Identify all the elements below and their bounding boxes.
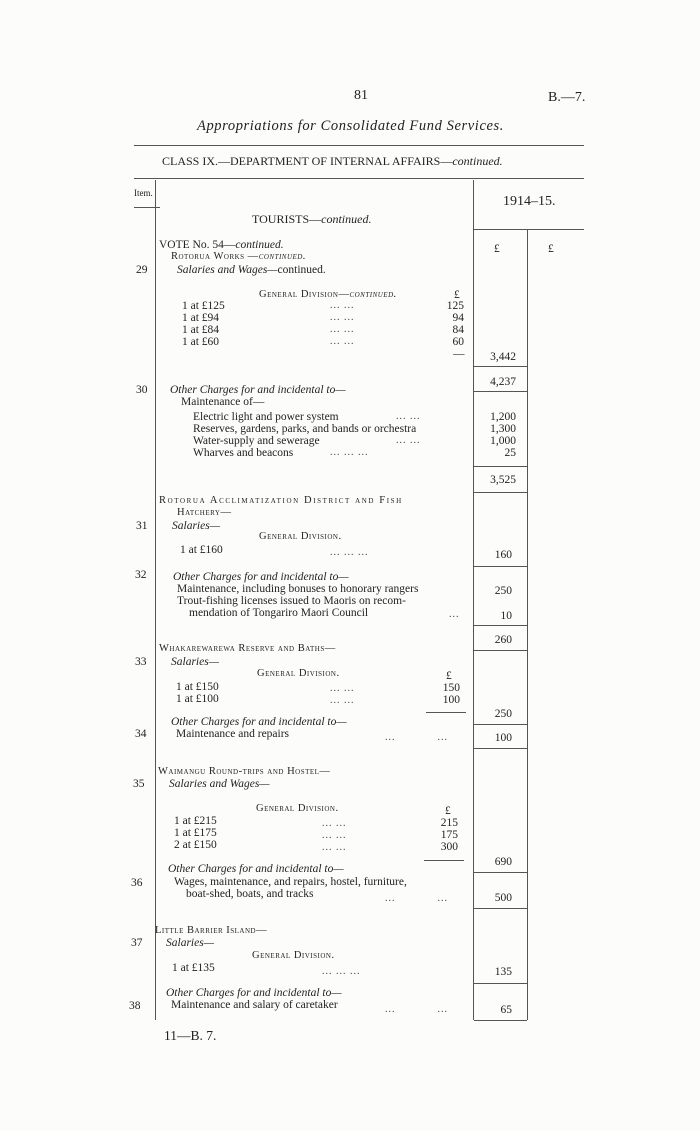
charge-row-label: Trout-fishing licenses issued to Maoris on recom- bbox=[177, 595, 406, 607]
charge-row-label-cont: mendation of Tongariro Maori Council bbox=[189, 607, 369, 619]
column-rule bbox=[527, 230, 528, 1020]
rule bbox=[474, 391, 527, 392]
salary-row-label: 1 at £135 bbox=[172, 962, 215, 974]
salary-row-label: 1 at £100 bbox=[176, 693, 219, 705]
leader-dots: ... ... bbox=[385, 732, 448, 743]
salary-row-label: 1 at £84 bbox=[182, 324, 220, 336]
rule bbox=[474, 908, 527, 909]
item-number: 29 bbox=[136, 264, 148, 276]
maintenance-of-heading: Maintenance of— bbox=[181, 396, 265, 408]
salary-row-amount: 175 bbox=[440, 829, 458, 841]
salary-row-amount: 300 bbox=[440, 841, 458, 853]
charge-row-label: Water-supply and sewerage bbox=[193, 435, 320, 447]
item-amount: 100 bbox=[494, 732, 512, 744]
other-charges-heading: Other Charges for and incidental to— bbox=[171, 716, 347, 728]
salary-row-label: 1 at £160 bbox=[180, 544, 223, 556]
leader-dots: ... ... bbox=[330, 336, 355, 347]
pound-column-2: £ bbox=[548, 243, 554, 255]
charge-row-label: Wharves and beacons bbox=[193, 447, 294, 459]
rule bbox=[474, 724, 527, 725]
charge-row-label: Maintenance and repairs bbox=[176, 728, 290, 740]
other-charges-heading: Other Charges for and incidental to— bbox=[170, 384, 346, 396]
acclimatization-heading: Rotorua Acclimatization District and Fish bbox=[159, 495, 403, 506]
vote-title: VOTE No. 54—continued. bbox=[159, 239, 284, 251]
leader-dots: ... bbox=[449, 609, 460, 620]
salary-row-amount: 150 bbox=[442, 682, 460, 694]
salary-row-label: 1 at £150 bbox=[176, 681, 219, 693]
leader-dots: ... ... ... bbox=[330, 447, 369, 458]
item-total: 3,442 bbox=[490, 351, 516, 363]
item-column-label: Item. bbox=[134, 188, 153, 198]
rule bbox=[474, 650, 527, 651]
leader-dots: ... ... bbox=[322, 830, 347, 841]
salaries-heading: Salaries— bbox=[166, 937, 214, 949]
item-total: 690 bbox=[494, 856, 512, 868]
rule bbox=[474, 983, 527, 984]
item-number: 38 bbox=[129, 1000, 141, 1012]
whakarewarewa-heading: Whakarewarewa Reserve and Baths— bbox=[159, 643, 336, 654]
leader-dots: ... ... bbox=[385, 893, 448, 904]
item-amount: 160 bbox=[494, 549, 512, 561]
salary-row-label: 1 at £175 bbox=[174, 827, 217, 839]
item-amount: 500 bbox=[494, 892, 512, 904]
footer-signature: 11—B. 7. bbox=[164, 1028, 217, 1043]
pound-sign: £ bbox=[454, 289, 460, 301]
item-number: 34 bbox=[135, 728, 147, 740]
general-division-heading: General Division. bbox=[256, 803, 339, 814]
rule bbox=[474, 566, 527, 567]
item-number: 35 bbox=[133, 778, 145, 790]
rule bbox=[474, 466, 527, 467]
salary-row-label: 1 at £215 bbox=[174, 815, 217, 827]
salary-row-label: 1 at £60 bbox=[182, 336, 220, 348]
column-rule bbox=[155, 180, 156, 1020]
item-amount: 65 bbox=[500, 1004, 512, 1016]
year-label: 1914–15. bbox=[503, 194, 556, 209]
item-amount: 135 bbox=[494, 966, 512, 978]
general-division-heading: General Division—continued. bbox=[259, 289, 397, 300]
item-total: 260 bbox=[494, 634, 512, 646]
leader-dots: ... ... bbox=[396, 435, 421, 446]
charge-row-amount: 10 bbox=[500, 610, 512, 622]
salary-row-amount: 84 bbox=[452, 324, 464, 336]
salary-row-amount: 94 bbox=[452, 312, 464, 324]
document-reference: B.—7. bbox=[548, 90, 586, 105]
rule bbox=[474, 748, 527, 749]
leader-dots: ... ... ... bbox=[322, 966, 361, 977]
item-number: 32 bbox=[135, 569, 147, 581]
other-charges-heading: Other Charges for and incidental to— bbox=[166, 987, 342, 999]
salaries-heading: Salaries— bbox=[171, 656, 219, 668]
general-division-heading: General Division. bbox=[259, 531, 342, 542]
leader-dots: ... ... bbox=[330, 312, 355, 323]
rule bbox=[134, 145, 584, 146]
pound-sign: £ bbox=[446, 670, 452, 682]
leader-dots: ... ... bbox=[396, 411, 421, 422]
item-number: 33 bbox=[135, 656, 147, 668]
item-number: 31 bbox=[136, 520, 148, 532]
charge-row-amount: 1,000 bbox=[490, 435, 516, 447]
charge-row-amount: 1,200 bbox=[490, 411, 516, 423]
rule bbox=[134, 207, 160, 208]
charge-row-label: Reserves, gardens, parks, and bands or orchestra bbox=[193, 423, 417, 435]
rule bbox=[474, 625, 527, 626]
salary-row-amount: 215 bbox=[440, 817, 458, 829]
rule bbox=[474, 872, 527, 873]
salary-row-amount: 100 bbox=[442, 694, 460, 706]
running-total: 4,237 bbox=[490, 376, 516, 388]
rule bbox=[424, 860, 464, 861]
leader-dots: ... ... bbox=[322, 818, 347, 829]
pound-column-1: £ bbox=[494, 243, 500, 255]
salary-row-label: 1 at £125 bbox=[182, 300, 225, 312]
section-title: TOURISTS—continued. bbox=[252, 212, 372, 226]
salary-row-label: 1 at £94 bbox=[182, 312, 220, 324]
item-total: 250 bbox=[494, 708, 512, 720]
salaries-and-wages-heading: Salaries and Wages— bbox=[169, 778, 270, 790]
rule bbox=[474, 366, 527, 367]
salary-row-amount: 60 bbox=[452, 336, 464, 348]
dash-mark: — bbox=[453, 348, 465, 360]
waimangu-heading: Waimangu Round-trips and Hostel— bbox=[158, 766, 331, 777]
charge-row-label: Maintenance, including bonuses to honorary rangers bbox=[177, 583, 419, 595]
rule bbox=[474, 492, 527, 493]
salaries-and-wages-heading: Salaries and Wages—continued. bbox=[177, 264, 326, 276]
page-subtitle: Appropriations for Consolidated Fund Services. bbox=[197, 118, 504, 134]
leader-dots: ... ... bbox=[330, 300, 355, 311]
salaries-heading: Salaries— bbox=[172, 520, 220, 532]
little-barrier-heading: Little Barrier Island— bbox=[155, 925, 268, 936]
other-charges-heading: Other Charges for and incidental to— bbox=[168, 863, 344, 875]
leader-dots: ... ... ... bbox=[330, 547, 369, 558]
leader-dots: ... ... bbox=[322, 842, 347, 853]
rule bbox=[134, 178, 584, 179]
pound-sign: £ bbox=[445, 805, 451, 817]
charge-row-amount: 1,300 bbox=[490, 423, 516, 435]
page-number: 81 bbox=[354, 88, 368, 103]
item-number: 37 bbox=[131, 937, 143, 949]
general-division-heading: General Division. bbox=[252, 950, 335, 961]
works-heading: Rotorua Works —continued. bbox=[171, 251, 306, 262]
general-division-heading: General Division. bbox=[257, 668, 340, 679]
leader-dots: ... ... bbox=[385, 1004, 448, 1015]
acclimatization-heading-cont: Hatchery— bbox=[177, 507, 232, 518]
other-charges-heading: Other Charges for and incidental to— bbox=[173, 571, 349, 583]
item-number: 36 bbox=[131, 877, 143, 889]
charge-row-label-cont: boat-shed, boats, and tracks bbox=[186, 888, 314, 900]
charge-row-label: Maintenance and salary of caretaker bbox=[171, 999, 338, 1011]
salary-row-amount: 125 bbox=[446, 300, 464, 312]
rule bbox=[474, 1020, 527, 1021]
leader-dots: ... ... bbox=[330, 324, 355, 335]
charge-row-label: Electric light and power system bbox=[193, 411, 339, 423]
class-title: CLASS IX.—DEPARTMENT OF INTERNAL AFFAIRS—continued. bbox=[162, 154, 503, 168]
leader-dots: ... ... bbox=[330, 683, 355, 694]
item-number: 30 bbox=[136, 384, 148, 396]
charge-row-label: Wages, maintenance, and repairs, hostel, furniture, bbox=[174, 876, 407, 888]
rule bbox=[474, 229, 584, 230]
leader-dots: ... ... bbox=[330, 695, 355, 706]
rule bbox=[426, 712, 466, 713]
item-total: 3,525 bbox=[490, 474, 516, 486]
charge-row-amount: 25 bbox=[504, 447, 516, 459]
salary-row-label: 2 at £150 bbox=[174, 839, 217, 851]
charge-row-amount: 250 bbox=[494, 585, 512, 597]
